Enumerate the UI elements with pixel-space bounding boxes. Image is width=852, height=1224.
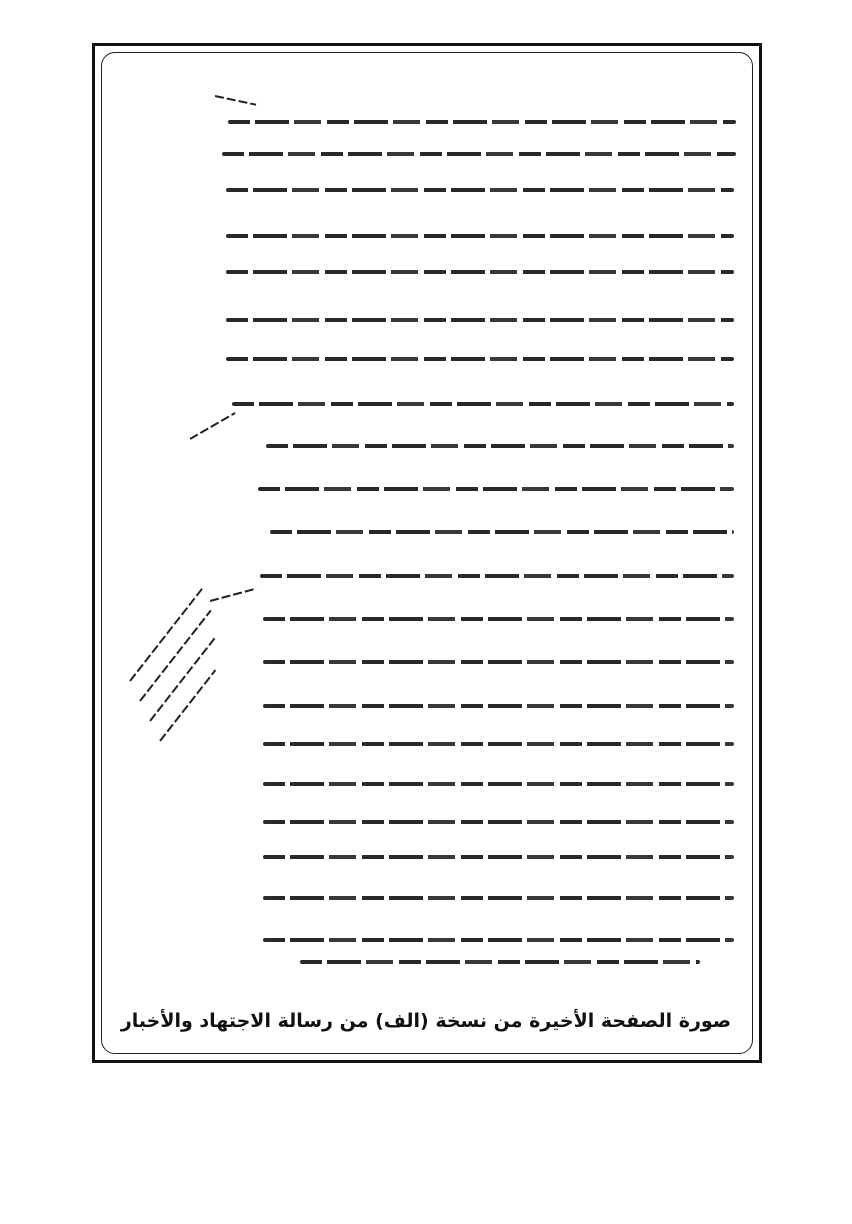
manuscript-line: [263, 855, 734, 859]
manuscript-line: [300, 960, 700, 964]
manuscript-line: [226, 270, 734, 274]
manuscript-line: [226, 188, 734, 192]
manuscript-line: [226, 357, 734, 361]
manuscript-line: [263, 742, 734, 746]
manuscript-line: [232, 402, 734, 406]
manuscript-line: [260, 574, 734, 578]
manuscript-line: [226, 318, 734, 322]
manuscript-line: [266, 444, 734, 448]
margin-note: [159, 669, 216, 741]
manuscript-line: [228, 120, 736, 124]
manuscript-line: [263, 820, 734, 824]
manuscript-line: [263, 938, 734, 942]
manuscript-line: [258, 487, 734, 491]
manuscript-line: [226, 234, 734, 238]
manuscript-line: [263, 617, 734, 621]
margin-note: [190, 412, 236, 440]
manuscript-line: [263, 782, 734, 786]
margin-note: [215, 95, 256, 106]
manuscript-line: [263, 704, 734, 708]
page-caption: صورة الصفحة الأخيرة من نسخة (الف) من رسالة الاجتهاد والأخبار: [120, 1010, 732, 1032]
manuscript-line: [270, 530, 734, 534]
margin-note: [210, 588, 257, 602]
manuscript-line: [222, 152, 736, 156]
manuscript-line: [263, 896, 734, 900]
manuscript-line: [263, 660, 734, 664]
